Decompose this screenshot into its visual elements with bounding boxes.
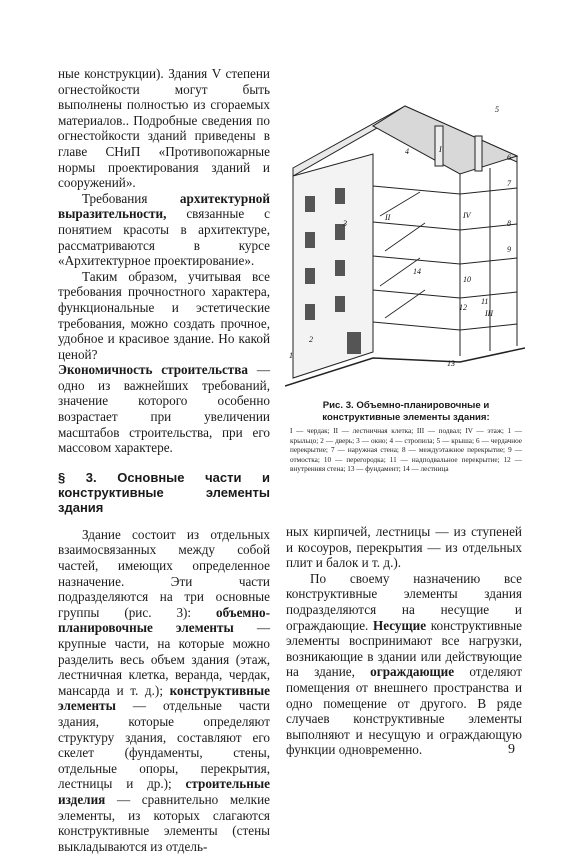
- paragraph: Здание состоит из отдельных взаимосвязанных между собой частей, имеющих определенное назначение. Эти части подразделяются на три основные группы (рис. 3): объемно-планировочные элементы — крупные части, на которые можно разделить весь объем здания (этаж, лестничная клетка, веранда, чердак, мансарда и т. д.); конструктивные элементы — отдельные части здания, которые определяют структуру здания, составляют его скелет (фундаменты, стены, отдельные опоры, перекрытия, лестницы и др.); строительные изделия — сравнительно мелкие элементы, из которых слагаются конструктивные элементы (стены выкладываются из отдель-: [58, 526, 270, 854]
- paragraph: Таким образом, учитывая все требования прочностного характера, функциональные и эстетические требования, можно создать прочное, удобное и красивое здание. Но какой ценой?: [58, 268, 270, 362]
- paragraph: По своему назначению все конструктивные элементы здания подразделяются на несущие и ограждающие. Несущие конструктивные элементы воспринимают все нагрузки, возникающие в здании или действующие на здание, ограждающие отделяют помещения от внешнего пространства и одно помещение от другого. В ряде случаев конструктивные элементы выполняют и несущую и ограждающую функции одновременно.: [286, 570, 522, 758]
- page-number: 9: [508, 742, 515, 757]
- fig-label: 4: [405, 147, 409, 156]
- fig-label: 14: [413, 267, 421, 276]
- paragraph: Экономичность строительства — одно из важнейших требований, значение которого особенно возрастает при увеличении масштабов строительства, при его массовом характере.: [58, 362, 270, 456]
- fig-label: II: [385, 213, 391, 222]
- paragraph: ные конструкции). Здания V степени огнестойкости могут быть выполнены полностью из сгораемых материалов.. Подробные сведения по огнестойкости зданий приведены в главе СНиП «Противопожарные нормы проектирования зданий и сооружений».: [58, 66, 270, 191]
- caption-legend: I — чердак; II — лестничная клетка; III — подвал; IV — этаж; 1 — крыльцо; 2 — дверь; 3 — окно; 4 — стропила; 5 — крыша; 6 — чердачное перекрытие; 7 — наружная стена; 8 — междуэтажное перекрытие; 9 — отмостка; 10 — перегородка; 11 — надподвальное перекрытие; 12 — внутренняя стена; 13 — фундамент; 14 — лестница: [290, 427, 522, 474]
- fig-label: 3: [343, 219, 347, 228]
- fig-label: 12: [459, 303, 467, 312]
- fig-label: 1: [289, 351, 293, 360]
- caption-title: Рис. 3. Объемно-планировочные и конструктивные элементы здания:: [322, 400, 490, 423]
- fig-label: 9: [507, 245, 511, 254]
- fig-label: IV: [463, 211, 471, 220]
- fig-label: I: [439, 145, 442, 154]
- right-column: [286, 524, 522, 758]
- paragraph: ных кирпичей, лестницы — из ступеней и косоуров, перекрытия — из отдельных плит и балок и т. д.).: [286, 524, 522, 571]
- figure-caption: [290, 400, 522, 475]
- left-column: [58, 66, 270, 854]
- fig-label: 10: [463, 275, 471, 284]
- fig-label: 7: [507, 179, 511, 188]
- section-heading: § 3. Основные части и конструктивные элементы здания: [58, 469, 270, 515]
- building-section-figure: [285, 96, 525, 402]
- fig-label: 5: [495, 105, 499, 114]
- fig-label: 2: [309, 335, 313, 344]
- fig-label: 11: [481, 297, 489, 306]
- fig-label: III: [485, 309, 493, 318]
- fig-label: 8: [507, 219, 511, 228]
- fig-label: 6: [507, 153, 511, 162]
- paragraph: Требования архитектурной выразительности, связанные с понятием красоты в архитектуре, рассматриваются в курсе «Архитектурное проектирование».: [58, 190, 270, 269]
- fig-label: 13: [447, 359, 455, 368]
